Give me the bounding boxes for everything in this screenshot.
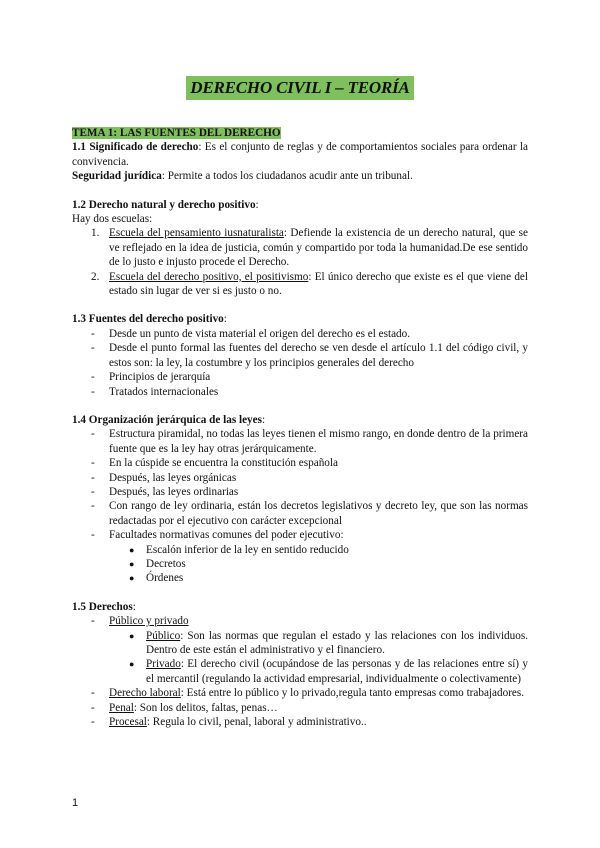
seg-label: Seguridad jurídica	[72, 170, 162, 183]
list-item	[72, 657, 528, 686]
item-label: Público y privado	[109, 615, 189, 628]
item-text: : El único derecho que existe es el que viene del estado sin lugar de ver si es justo o no.	[109, 270, 529, 298]
dash-marker: -	[91, 385, 95, 398]
s11-text: : Es el conjunto de reglas y de comportamientos sociales para ordenar la convivencia.	[72, 141, 528, 168]
item-text: En la cúspide se encuentra la constitución española	[109, 457, 338, 470]
item-text: Después, las leyes orgánicas	[109, 471, 237, 484]
page-number: 1	[72, 797, 79, 809]
s15-heading-colon: :	[132, 600, 136, 613]
item-text: Después, las leyes ordinarias	[109, 485, 239, 498]
list-item	[72, 614, 528, 628]
item-text: : Regula lo civil, penal, laboral y administrativo..	[146, 716, 367, 729]
dash-marker: -	[91, 615, 95, 628]
dash-marker: -	[91, 428, 95, 441]
item-text: Órdenes	[146, 572, 184, 585]
list-item	[72, 701, 528, 715]
item-label: Derecho laboral	[109, 687, 181, 700]
item-label: Penal	[109, 701, 134, 714]
dash-marker: -	[91, 471, 95, 484]
s14-heading-text: 1.4 Organización jerárquica de las leyes	[72, 413, 262, 426]
seguridad-juridica	[72, 169, 528, 183]
seg-text: : Permite a todos los ciudadanos acudir ante un tribunal.	[161, 170, 413, 183]
list-item	[72, 715, 528, 729]
list-item	[72, 528, 528, 542]
section-1-2-heading	[72, 198, 528, 212]
dash-marker: -	[91, 716, 95, 729]
list-marker: 1.	[91, 227, 100, 240]
item-label: Procesal	[109, 716, 147, 729]
dash-marker: -	[91, 342, 95, 355]
s15-sublist	[72, 629, 528, 687]
s13-heading-text: 1.3 Fuentes del derecho positivo	[72, 313, 224, 326]
list-item	[72, 571, 528, 585]
list-item	[72, 427, 528, 456]
item-text: Escalón inferior de la ley en sentido reducido	[146, 543, 349, 556]
list-item	[72, 557, 528, 571]
document-body	[72, 126, 528, 729]
dash-marker: -	[91, 529, 95, 542]
s13-heading-colon: :	[223, 313, 227, 326]
title-wrap	[0, 76, 600, 100]
list-item	[72, 341, 528, 370]
item-text: : El derecho civil (ocupándose de las personas y de las relaciones entre sí) y el mercantil (regulando la actividad empresarial, individualmente o colectivamente)	[146, 658, 528, 685]
item-text: Desde el punto formal las fuentes del derecho se ven desde el artículo 1.1 del código civil, y estos son: la ley, la costumbre y los principios generales del derecho	[109, 342, 528, 369]
dash-marker: -	[91, 371, 95, 384]
list-item	[72, 456, 528, 470]
section-1-5-heading	[72, 600, 528, 614]
item-text: Facultades normativas comunes del poder ejecutivo:	[109, 529, 344, 542]
item-label: Escuela del derecho positivo, el positivismo	[109, 270, 309, 283]
list-item	[72, 629, 528, 658]
dash-marker: -	[91, 457, 95, 470]
list-item	[72, 226, 528, 269]
item-label: Privado	[146, 658, 181, 671]
bullet-marker: ●	[129, 630, 135, 641]
page-title: DERECHO CIVIL I – TEORÍA	[186, 76, 413, 100]
item-text: Decretos	[146, 557, 186, 570]
item-label: Público	[146, 629, 181, 642]
item-text: : Son los delitos, faltas, penas…	[133, 701, 278, 714]
s12-intro: Hay dos escuelas:	[72, 213, 153, 226]
list-item	[72, 485, 528, 499]
bullet-marker: ●	[129, 573, 135, 584]
item-text: Con rango de ley ordinaria, están los decretos legislativos y decreto ley, que son las normas redactadas por el ejecutivo con carácter excepcional	[109, 500, 528, 527]
s15-heading-text: 1.5 Derechos	[72, 600, 133, 613]
dash-marker: -	[91, 327, 95, 340]
dash-marker: -	[91, 500, 95, 513]
list-item	[72, 471, 528, 485]
list-item	[72, 327, 528, 341]
dash-marker: -	[91, 485, 95, 498]
s11-label: 1.1 Significado de derecho	[72, 141, 199, 154]
dash-marker: -	[91, 687, 95, 700]
s12-heading-colon: :	[255, 198, 259, 211]
item-text: : Son las normas que regulan el estado y las relaciones con los individuos. Dentro de este están el administrativo y el financiero.	[146, 629, 528, 656]
section-1-4-heading	[72, 413, 528, 427]
dash-marker: -	[91, 701, 95, 714]
item-text: Estructura piramidal, no todas las leyes tienen el mismo rango, en donde dentro de la primera fuente que es la ley hay otras jerárquicamente.	[109, 428, 528, 455]
s12-heading-text: 1.2 Derecho natural y derecho positivo	[72, 198, 256, 211]
bullet-marker: ●	[129, 544, 135, 555]
item-text: Principios de jerarquía	[109, 371, 211, 384]
bullet-marker: ●	[129, 558, 135, 569]
list-item	[72, 686, 528, 700]
s14-sublist	[72, 543, 528, 586]
list-item	[72, 370, 528, 384]
s15-list-a	[72, 614, 528, 628]
item-text: : Está entre lo público y lo privado,regula tanto empresas como trabajadores.	[180, 687, 525, 700]
s12-list	[72, 226, 528, 298]
section-1-1	[72, 140, 528, 169]
s13-list	[72, 327, 528, 399]
section-1-3-heading	[72, 312, 528, 326]
item-text: : Defiende la existencia de un derecho natural, que se ve reflejado en la idea de justicia, común y compartido por toda la humanidad.De ese sentido de lo justo e injusto procede el Derecho.	[109, 227, 528, 269]
item-text: Tratados internacionales	[109, 385, 219, 398]
s15-list-b	[72, 686, 528, 729]
tema-heading	[72, 126, 528, 140]
bullet-marker: ●	[129, 659, 135, 670]
s14-list	[72, 427, 528, 542]
list-item	[72, 499, 528, 528]
list-item	[72, 270, 528, 299]
list-marker: 2.	[91, 270, 100, 283]
s14-heading-colon: :	[261, 413, 266, 426]
item-label: Escuela del pensamiento iusnaturalista	[109, 227, 284, 240]
tema-heading-text: TEMA 1: LAS FUENTES DEL DERECHO	[72, 127, 281, 139]
list-item	[72, 385, 528, 399]
item-text: Desde un punto de vista material el origen del derecho es el estado.	[109, 327, 411, 340]
list-item	[72, 543, 528, 557]
